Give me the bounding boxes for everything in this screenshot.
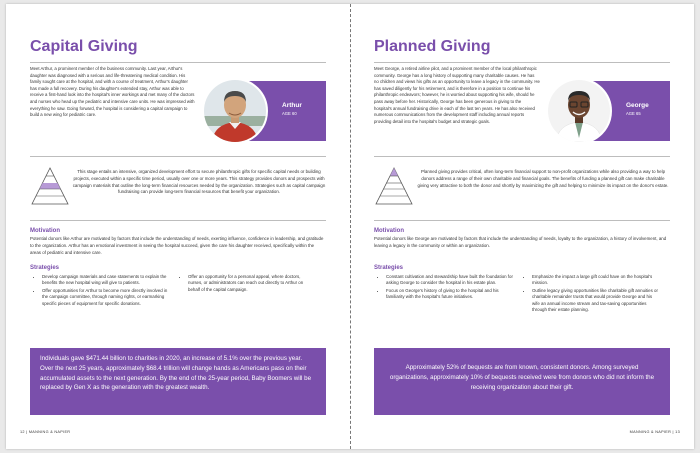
strategy-item: • Outline legacy giving opportunities like charitable gift annuities or charitable remainder trusts that would provide George and his wife an annual income stream and tax-saving opportunities through their estate planning.: [532, 288, 660, 314]
divider: [374, 220, 670, 221]
page-title: Planned Giving: [374, 38, 491, 55]
strategies-list-col2: [178, 274, 316, 294]
strategies-heading: Strategies: [374, 265, 404, 271]
strategy-item: • Emphasize the impact a large gift could have on the hospital's mission.: [532, 274, 660, 287]
motivation-paragraph: Potential donors like Arthur are motivated by factors that include the understanding of needs, exerting influence, confidence in leadership, and gratitude to the organization. Arthur has an emotional investment in seeing the hospital succeed, given the care his daughter received, specifically within the areas of pediatric and intensive care.: [30, 236, 324, 255]
donor-name: Arthur: [282, 102, 302, 109]
divider: [30, 62, 326, 63]
strategy-item: • Offer opportunities for Arthur to become more directly involved in the campaign committee, through naming rights, or earmarking specific pieces of equipment for specific donations.: [42, 288, 170, 307]
pyramid-icon: [374, 166, 414, 206]
avatar: [546, 78, 612, 144]
donor-age: AGE 65: [626, 111, 641, 116]
strategy-item: • Offer an opportunity for a personal appeal, where doctors, nurses, or administrators can reach out directly to Arthur on behalf of the capital campaign.: [188, 274, 316, 293]
divider: [374, 62, 670, 63]
portrait-arthur-image: [204, 80, 266, 142]
intro-paragraph: Meet Arthur, a prominent member of the business community. Last year, Arthur's daughter was diagnosed with a serious and life-threatening medical condition. His family sought care at the hospital, and with a course of treatment, Arthur's daughter has made a full recovery. During his daughter's extended stay, Arthur was able to receive a first-hand look into the hospital's inner workings and met many of the doctors and nurses who head up the pediatric and intensive care units. He was impressed with everything he saw. Going forward, the hospital is considering a capital campaign to build a new wing for pediatric care.: [30, 66, 195, 118]
strategy-item: • Constant cultivation and stewardship have built the foundation for asking George to consider the hospital in his estate plan.: [386, 274, 514, 287]
stat-callout-box: Individuals gave $471.44 billion to charities in 2020, an increase of 5.1% over the previous year. Over the next 25 years, approximately $68.4 trillion will change hands as Americans pass on their accumulated assets to the next generation. By the end of the 25-year period, Baby Boomers will be replaced by Gen X as the generation with the greatest wealth.: [30, 348, 326, 415]
strategies-list-col2: [522, 274, 660, 314]
strategies-list-col1: [376, 274, 514, 302]
strategies-list-col1: [32, 274, 170, 308]
page-title: Capital Giving: [30, 38, 138, 55]
divider: [30, 220, 326, 221]
donor-age: AGE 60: [282, 111, 297, 116]
strategy-item: • Focus on George's history of giving to the hospital and his familiarity with the hospital's future initiatives.: [386, 288, 514, 301]
strategy-item: • Develop campaign materials and case statements to explain the benefits the new hospital wing will give to patients.: [42, 274, 170, 287]
divider: [30, 156, 326, 157]
page-capital-giving: [6, 4, 350, 449]
donor-profile-card: [546, 78, 670, 144]
stage-description: This stage entails an intensive, organized development effort to secure philanthropic gifts for specific capital needs or building projects, executed within a specific time period, usually over one or more years. This strategy provides donors and prospects with campaign materials that outline the long-term financial resources needed by the organization. Strategies such as capital campaign fundraising can provide long-term financial resources that benefit your organization.: [72, 169, 326, 195]
page-footer: MANNING & NAPIER | 13: [629, 430, 680, 434]
stage-description: Planned giving provides critical, often long-term financial support to non-profit organizations while also providing a way to help donors address a range of their own charitable and financial goals. The benefits of funding a planned gift can make charitable giving very attractive to both the donor and shortly by maximizing the gift and helping to minimize its impact on the donor's estate.: [417, 169, 669, 188]
strategies-heading: Strategies: [30, 265, 60, 271]
avatar: [202, 78, 268, 144]
donor-profile-card: [202, 78, 326, 144]
donor-name: George: [626, 102, 649, 109]
stat-callout-box: Approximately 52% of bequests are from known, consistent donors. Among surveyed organizations, approximately 10% of bequests received were from donors who did not inform the receiving organization about their gift.: [374, 348, 670, 415]
brochure-spread: [6, 4, 694, 449]
motivation-heading: Motivation: [374, 228, 404, 234]
motivation-heading: Motivation: [30, 228, 60, 234]
page-footer: 12 | MANNING & NAPIER: [20, 430, 71, 434]
page-planned-giving: [350, 4, 694, 449]
motivation-paragraph: Potential donors like George are motivated by factors that include the understanding of needs, loyalty to the organization, a history of involvement, and leaving a legacy in the community or within an organization.: [374, 236, 667, 248]
portrait-george-image: [548, 80, 610, 142]
pyramid-icon: [30, 166, 70, 206]
divider: [374, 156, 670, 157]
intro-paragraph: Meet George, a retired airline pilot, and a prominent member of the local philanthropic community. George has a long history of supporting many charitable causes. He has no children and views his gifts as an opportunity to leave a legacy in the community. He has saved diligently for his retirement, and is therefore in a position to continue his philanthropic endeavors; however, he is worried about supporting his wife, should he pass away before her. Historically, George has been generous in giving to the hospital's annual fundraising drive in each of the last ten years. He has also received numerous communications from the development staff including annual reports providing detail into the hospital's budget and strategic goals.: [374, 66, 540, 124]
